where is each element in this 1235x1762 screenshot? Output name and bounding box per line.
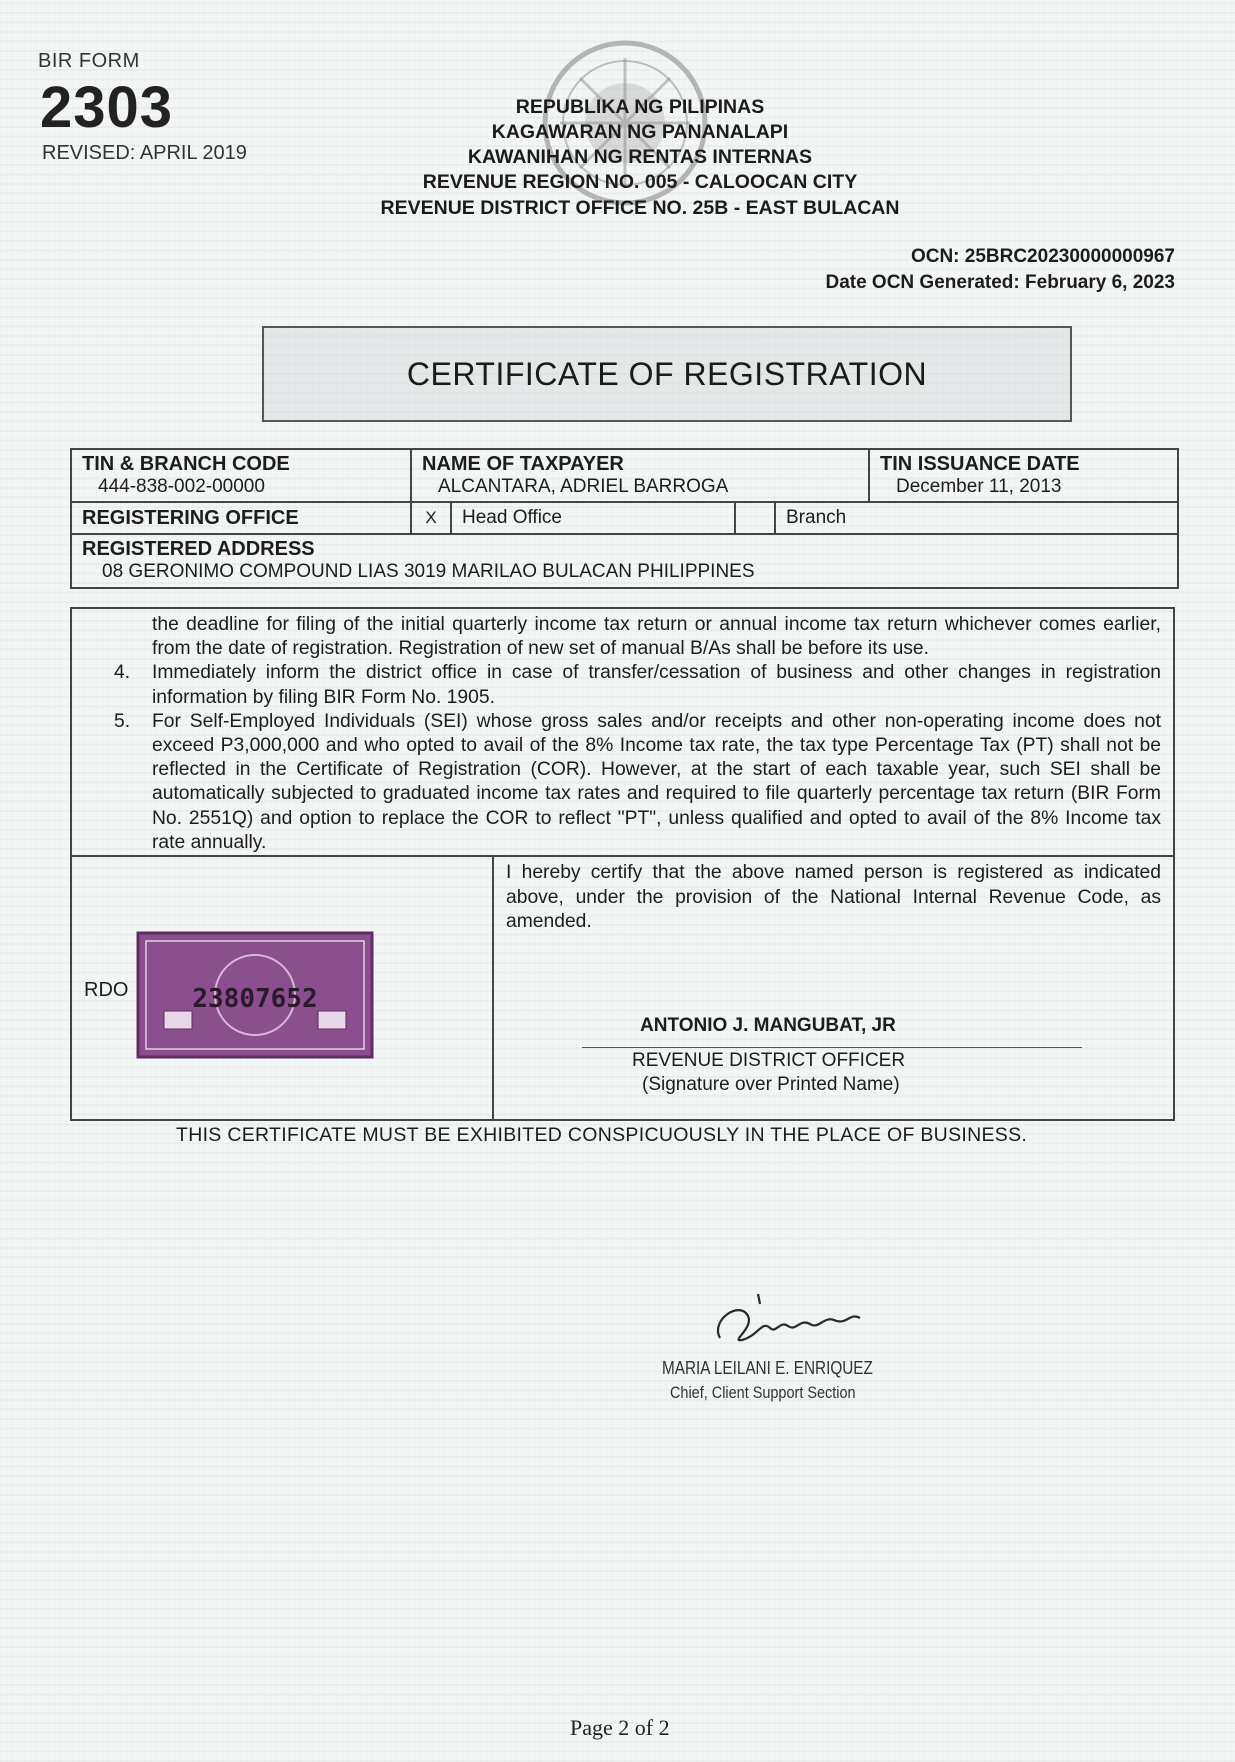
- header-district: REVENUE DISTRICT OFFICE NO. 25B - EAST BULACAN: [380, 197, 900, 219]
- instruction-4-text: Immediately inform the district office in case of transfer/cessation of business and other changes in registration information by filing BIR Form No. 1905.: [152, 662, 1161, 708]
- registration-table: [70, 448, 1179, 589]
- registration-row-1: [72, 450, 1177, 503]
- header-republic: REPUBLIKA NG PILIPINAS: [515, 96, 765, 118]
- branch-label: Branch: [786, 507, 847, 528]
- instruction-item-4: [114, 661, 1161, 709]
- branch-checkbox: [736, 503, 776, 533]
- registering-office-row: [72, 503, 1177, 535]
- certificate-title-box: [262, 326, 1072, 422]
- tin-cell: [72, 450, 412, 501]
- certification-box: [70, 855, 1175, 1121]
- registered-address-label: REGISTERED ADDRESS: [82, 538, 315, 560]
- registering-office-label: REGISTERING OFFICE: [72, 503, 412, 533]
- handwritten-signature-icon: [700, 1290, 870, 1360]
- officer-name: ANTONIO J. MANGUBAT, JR: [640, 1015, 896, 1036]
- documentary-stamp-icon: [136, 931, 374, 1059]
- certification-text: I hereby certify that the above named person is registered as indicated above, under the provision of the National Internal Revenue Code, as amended.: [506, 862, 1161, 932]
- form-label: BIR FORM: [38, 50, 140, 72]
- rdo-label: RDO: [84, 979, 129, 1001]
- instructions-box: [70, 607, 1175, 857]
- registered-address-row: [72, 535, 1177, 589]
- registered-address-value: 08 GERONIMO COMPOUND LIAS 3019 MARILAO BULACAN PHILIPPINES: [102, 561, 755, 582]
- header-region: REVENUE REGION NO. 005 - CALOOCAN CITY: [422, 171, 858, 193]
- signature-line: [582, 1047, 1082, 1048]
- taxpayer-name-label: NAME OF TAXPAYER: [422, 453, 624, 475]
- tin-value: 444-838-002-00000: [98, 476, 265, 497]
- form-number: 2303: [40, 75, 174, 140]
- header-department: KAGAWARAN NG PANANALAPI: [491, 121, 789, 143]
- head-office-checkbox: X: [412, 503, 452, 533]
- exhibit-notice: THIS CERTIFICATE MUST BE EXHIBITED CONSPICUOUSLY IN THE PLACE OF BUSINESS.: [176, 1124, 1028, 1146]
- ocn-number: OCN: 25BRC20230000000967: [910, 246, 1175, 267]
- certification-divider: [492, 857, 494, 1119]
- chief-name: MARIA LEILANI E. ENRIQUEZ: [662, 1358, 873, 1378]
- ocn-date: Date OCN Generated: February 6, 2023: [825, 272, 1175, 293]
- instructions-text: [114, 613, 1161, 855]
- instruction-item-5: [114, 710, 1161, 855]
- chief-title: Chief, Client Support Section: [670, 1383, 856, 1402]
- taxpayer-name-cell: [412, 450, 870, 501]
- signature-note: (Signature over Printed Name): [642, 1074, 900, 1095]
- header-bureau: KAWANIHAN NG RENTAS INTERNAS: [467, 146, 813, 168]
- issuance-date-cell: [870, 450, 1177, 501]
- instruction-5-text: For Self-Employed Individuals (SEI) whose gross sales and/or receipts and other non-operating income does not exceed P3,000,000 and who opted to avail of the 8% Income tax rate, the tax type Percentage Tax (PT) shall not be reflected in the Certificate of Registration (COR). However, at the start of each taxable year, such SEI shall be automatically subjected to graduated income tax rates and required to file quarterly percentage tax return (BIR Form No. 2551Q) and option to replace the COR to reflect "PT", unless qualified and opted to avail of the 8% Income tax rate annually.: [152, 710, 1161, 853]
- instruction-5-number: 5.: [114, 710, 131, 732]
- stamp-number: 23807652: [192, 984, 318, 1014]
- registered-address-cell: [72, 535, 1177, 587]
- instruction-4-number: 4.: [114, 662, 131, 684]
- instruction-continued: the deadline for filing of the initial quarterly income tax return or annual income tax return whichever comes earlier, from the date of registration. Registration of new set of manual B/As shall be before its use.: [152, 614, 1161, 660]
- page-number: Page 2 of 2: [570, 1715, 670, 1740]
- issuance-date-value: December 11, 2013: [896, 476, 1062, 497]
- tin-label: TIN & BRANCH CODE: [82, 453, 290, 475]
- certificate-title: CERTIFICATE OF REGISTRATION: [406, 355, 928, 392]
- issuance-date-label: TIN ISSUANCE DATE: [880, 453, 1080, 475]
- revision-date: REVISED: APRIL 2019: [42, 142, 247, 164]
- taxpayer-name-value: ALCANTARA, ADRIEL BARROGA: [438, 476, 729, 497]
- head-office-label: Head Office: [452, 503, 736, 533]
- officer-title: REVENUE DISTRICT OFFICER: [632, 1050, 906, 1071]
